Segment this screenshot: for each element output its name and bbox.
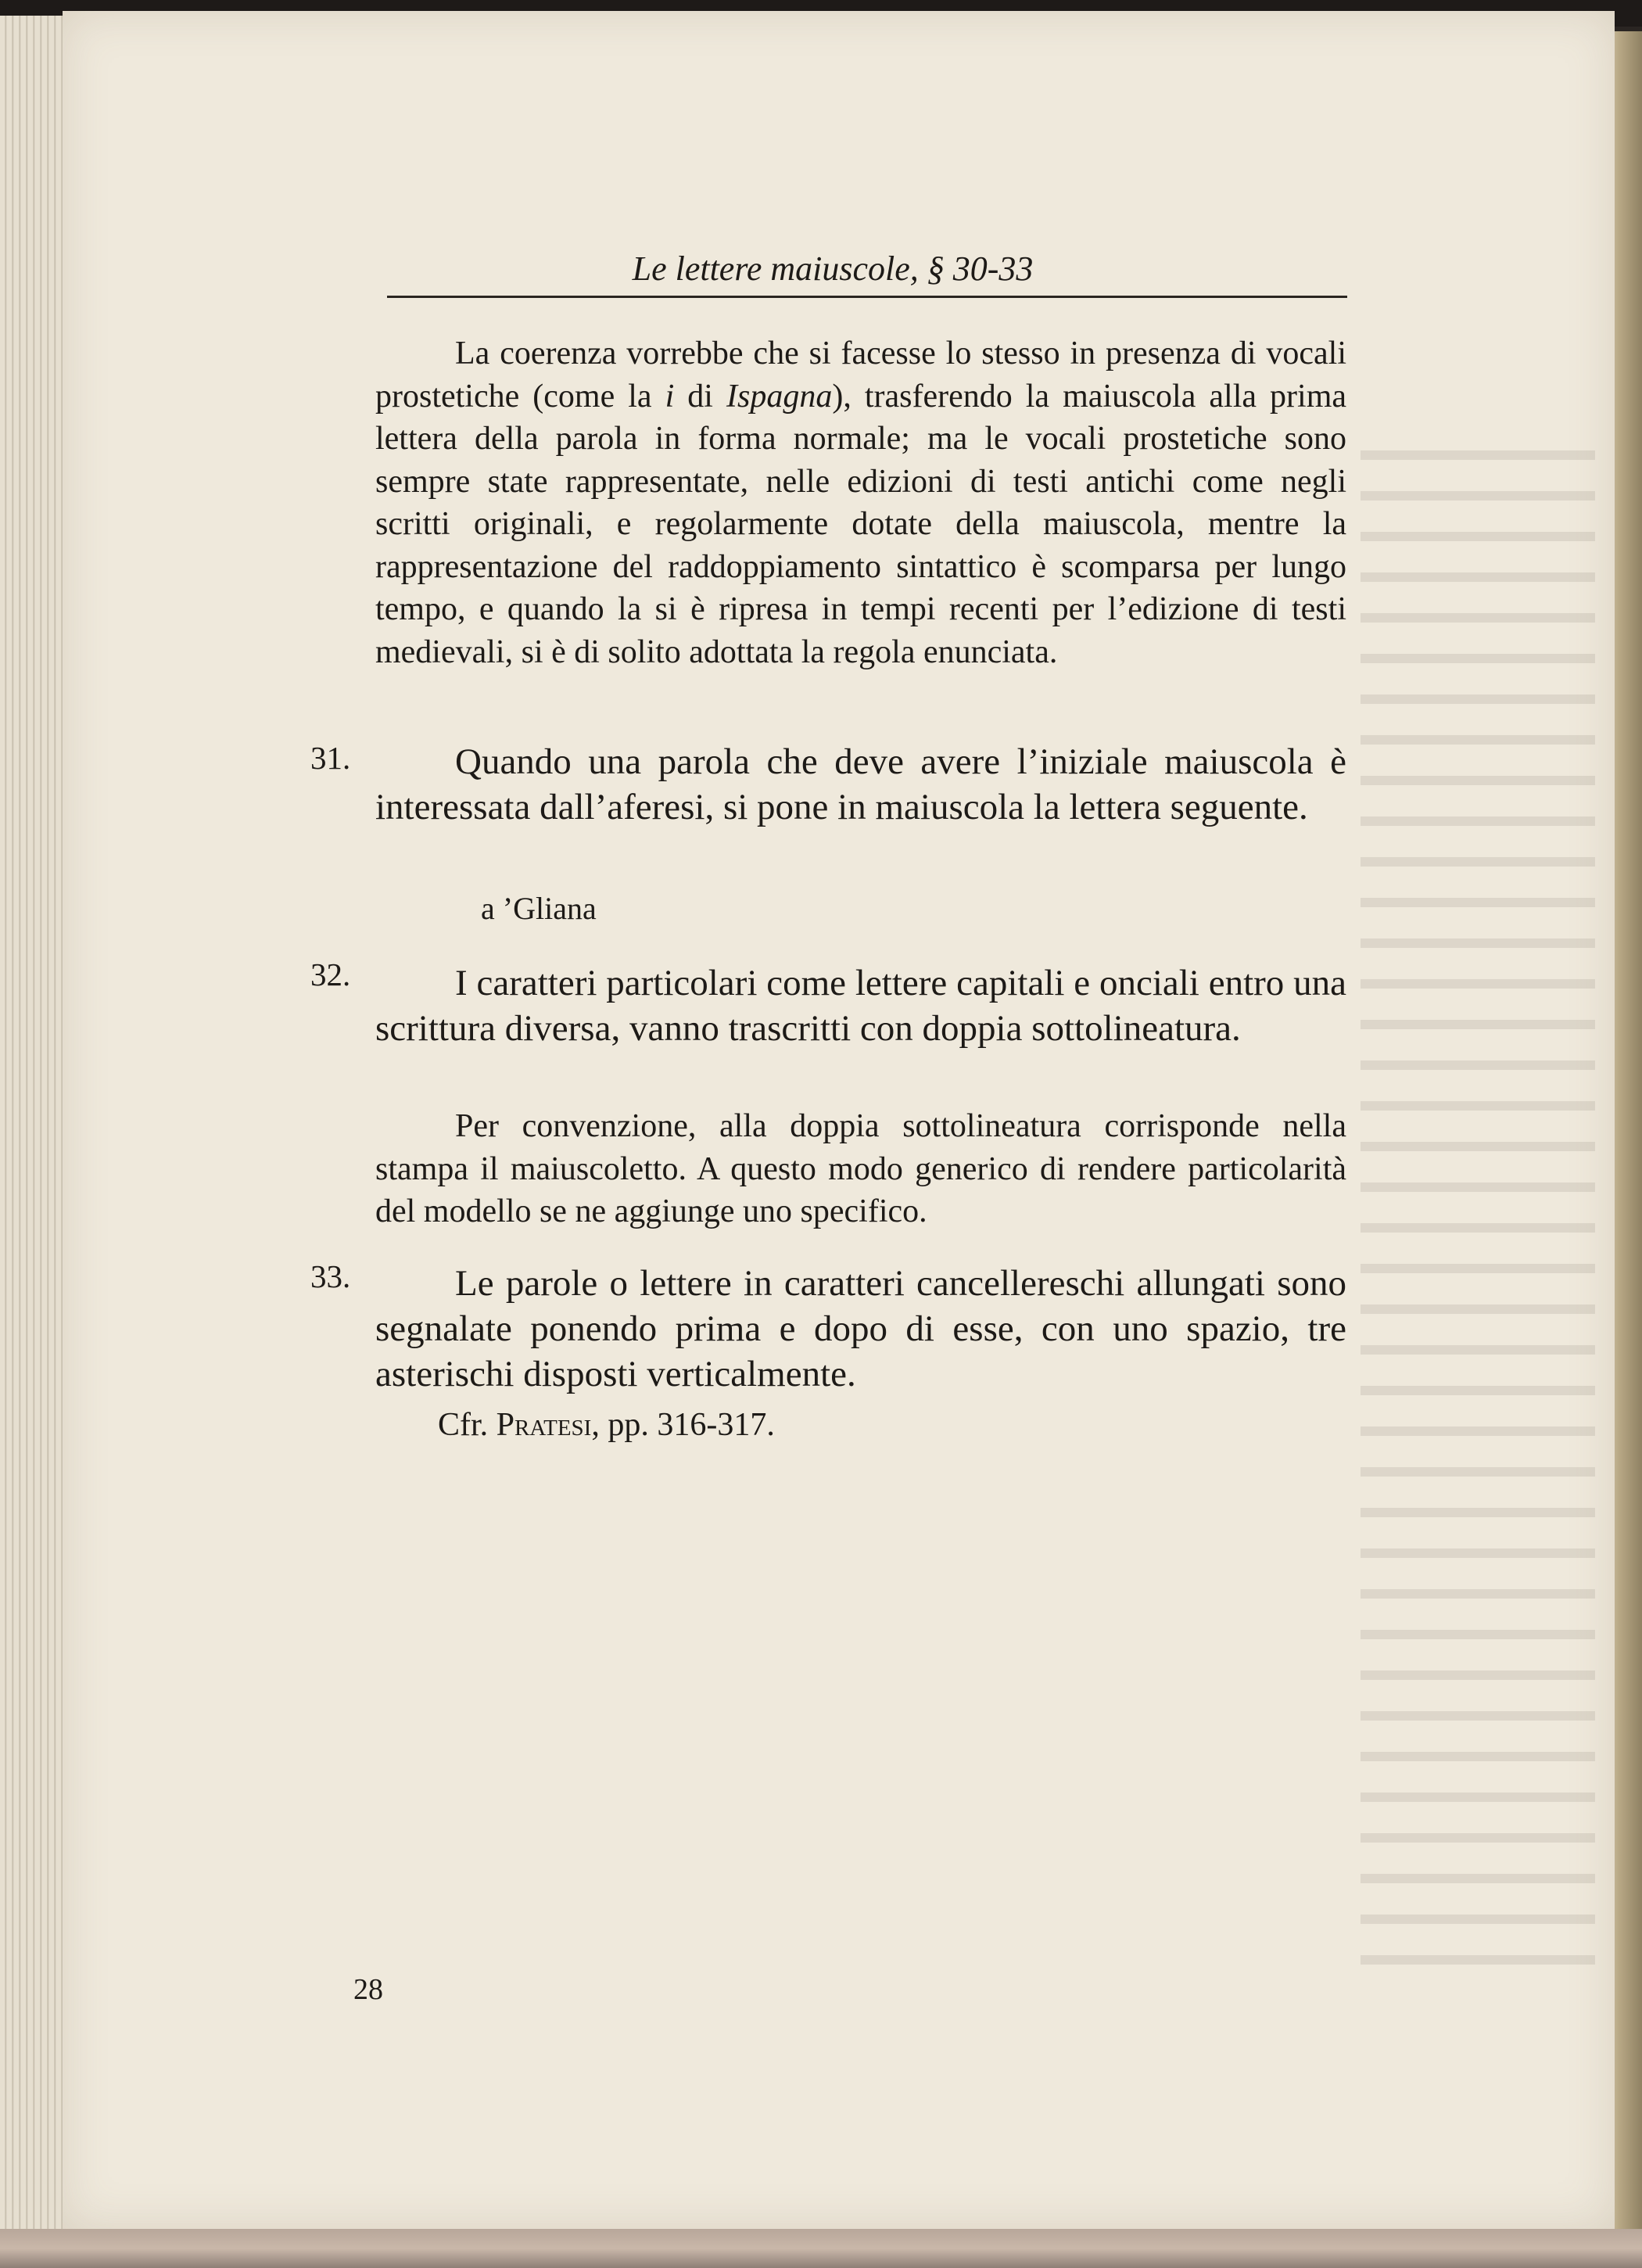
section-number-33: 33. [310, 1258, 351, 1294]
section-32-note: Per convenzione, alla doppia sottolineatura corrisponde nella stampa il maiuscoletto. A questo modo generico di rendere particolarità del modello se ne aggiunge uno specifico. [375, 1108, 1346, 1229]
intro-text-1: La coerenza vorrebbe che si facesse lo stesso in presenza di vocali prostetiche (come la [375, 336, 1346, 414]
page-number: 28 [353, 1973, 383, 2006]
intro-text-2: di [674, 378, 726, 414]
header-rule [387, 296, 1347, 298]
section-33-rule: Le parole o lettere in caratteri cancellereschi allungati sono segnalate ponendo prima e dopo di esse, con uno spazio, tre asterischi disposti verticalmente. [375, 1263, 1346, 1394]
section-33-reference [438, 1406, 775, 1444]
section-31-rule: Quando una parola che deve avere l’iniziale maiuscola è interessata dall’aferesi, si pone in maiuscola la lettera seguente. [375, 741, 1346, 827]
running-header: Le lettere maiuscole, § 30-33 [632, 249, 1034, 288]
intro-italic-letter: i [665, 378, 675, 414]
section-32-rule: I caratteri particolari come lettere capitali e onciali entro una scrittura diversa, vanno trascritti con doppia sottolineatura. [375, 963, 1346, 1049]
reference-prefix: Cfr. [438, 1407, 497, 1443]
reference-author: Pratesi [496, 1407, 592, 1443]
bottom-edge [0, 2229, 1642, 2268]
paragraph-intro [375, 332, 1346, 673]
reference-pages: , pp. 316-317. [591, 1407, 775, 1443]
section-number-31: 31. [310, 740, 351, 776]
show-through-texture [1361, 328, 1595, 1971]
intro-text-3: ), trasferendo la maiuscola alla prima lettera della parola in forma normale; ma le vocali prostetiche sono sempre state rappresentate, nelle edizioni di testi antichi come negli scritti originali, e regolarmente dotate della maiuscola, mentre la rappresentazione del raddoppiamento sintattico è scomparsa per lungo tempo, e quando la si è ripresa in tempi recenti per l’edizione di testi medievali, si è di solito adottata la regola enunciata. [375, 378, 1347, 670]
section-31-example: a ’Gliana [481, 891, 597, 926]
page-stack-edges [0, 16, 63, 2252]
section-number-32: 32. [310, 956, 351, 992]
intro-italic-word: Ispagna [726, 378, 833, 414]
